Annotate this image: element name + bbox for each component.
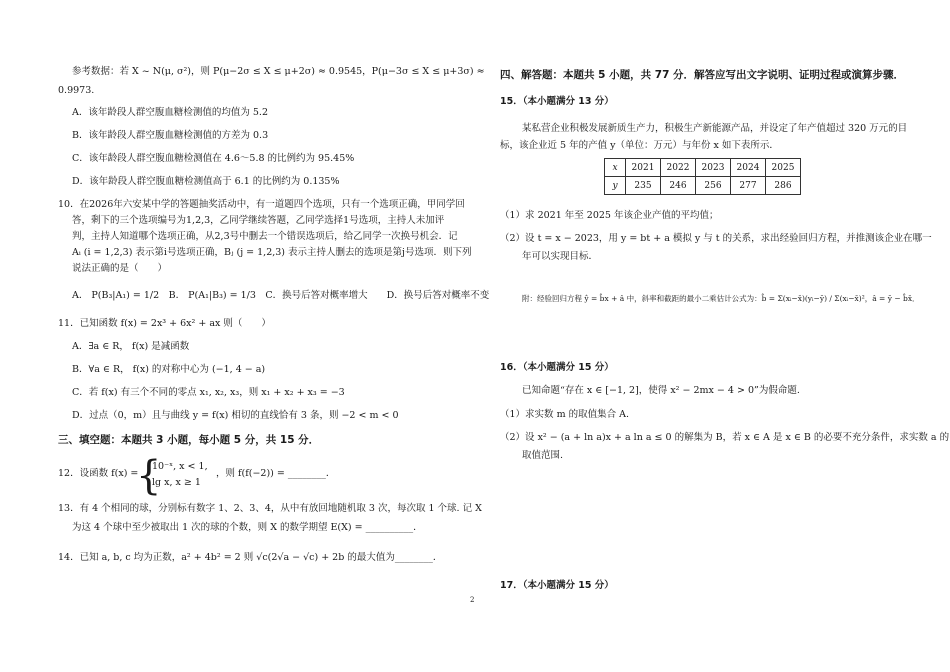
q10-line4: Aᵢ (i = 1,2,3) 表示第i号选项正确，Bⱼ (j = 1,2,3) 表示主持人删去的选项是第j号选项．则下列	[72, 247, 472, 258]
q16-part1: （1）求实数 m 的取值集合 A.	[500, 409, 629, 420]
q16-part2-line2: 取值范围.	[522, 450, 564, 461]
table-cell: 2022	[661, 159, 696, 177]
table-row-y	[605, 177, 801, 195]
table-cell: 235	[626, 177, 661, 195]
q9-option-c: C．该年龄段人群空腹血糖检测值在 4.6～5.8 的比例约为 95.45%	[72, 153, 355, 164]
reference-data-cont: 0.9973.	[58, 85, 95, 96]
q10-line2: 答，剩下的三个选项编号为1,2,3，乙同学继续答题，乙同学选择1号选项，主持人未加评	[72, 215, 445, 226]
table-cell: 2023	[696, 159, 731, 177]
q15-title: 15．（本小题满分 13 分）	[500, 96, 614, 107]
table-cell: 246	[661, 177, 696, 195]
q11-option-c: C．若 f(x) 有三个不同的零点 x₁, x₂, x₃，则 x₁ + x₂ + x₃ = −3	[72, 387, 345, 398]
section4-heading: 四、解答题：本题共 5 小题，共 77 分．解答应写出文字说明、证明过程或演算步骤．	[500, 69, 905, 81]
q11-stem: 11．已知函数 f(x) = 2x³ + 6x² + ax 则（ ）	[58, 318, 271, 329]
table-cell: 2024	[731, 159, 766, 177]
q15-part2-line2: 年可以实现目标．	[522, 251, 599, 262]
q12-case1: 10⁻ˣ, x < 1,	[152, 461, 208, 472]
q15-line1: 某私营企业积极发展新质生产力，积极生产新能源产品，并设定了年产值超过 320 万元的目	[522, 123, 908, 134]
q15-part1: （1）求 2021 年至 2025 年该企业产值的平均值；	[500, 210, 719, 221]
q17-title: 17．（本小题满分 15 分）	[500, 580, 614, 591]
q12-case2: lg x, x ≥ 1	[152, 477, 201, 488]
table-row-x	[605, 159, 801, 177]
q16-part2-line1: （2）设 x² − (a + ln a)x + a ln a ≤ 0 的解集为 B，若 x ∈ A 是 x ∈ B 的必要不充分条件，求实数 a 的	[500, 432, 950, 443]
q9-option-b: B．该年龄段人群空腹血糖检测值的方差为 0.3	[72, 130, 269, 141]
q10-line5: 说法正确的是（ ）	[72, 263, 168, 274]
page-number: 2	[470, 596, 475, 604]
q15-formula-note: 附：经验回归方程 ŷ = b̂x + â 中，斜率和截距的最小二乘估计公式为：b̂ = Σ(xᵢ−x̄)(yᵢ−ȳ) / Σ(xᵢ−x̄)²，â = ȳ − b̂x̄．	[522, 294, 920, 303]
q15-line2: 标，该企业近 5 年的产值 y（单位：万元）与年份 x 如下表所示．	[500, 140, 779, 151]
table-cell: 2025	[766, 159, 801, 177]
q12-suffix: ，则 f(f(−2)) = ________．	[216, 468, 336, 479]
q11-option-b: B．∀a ∈ R， f(x) 的对称中心为 (−1, 4 − a)	[72, 364, 266, 375]
q16-title: 16．（本小题满分 15 分）	[500, 362, 614, 373]
q14: 14．已知 a, b, c 均为正数，a² + 4b² = 2 则 √c(2√a − √c) + 2b 的最大值为________．	[58, 552, 443, 563]
q13-line1: 13．有 4 个相同的球，分别标有数字 1、2、3、4，从中有放回地随机取 3 次，每次取 1 个球. 记 X	[58, 503, 482, 514]
q16-line1: 已知命题“存在 x ∈ [−1, 2]，使得 x² − 2mx − 4 > 0”为假命题.	[522, 385, 800, 396]
q12-prefix: 12．设函数 f(x) =	[58, 468, 139, 479]
table-header-y: y	[605, 177, 626, 195]
table-cell: 2021	[626, 159, 661, 177]
q15-part2-line1: （2）设 t = x − 2023，用 y = bt + a 模拟 y 与 t 的关系，求出经验回归方程，并推测该企业在哪一	[500, 233, 932, 244]
q10-line3: 判，主持人知道哪个选项正确，从2,3号中删去一个错误选项后，给乙同学一次换号机会．记	[72, 231, 458, 242]
q13-line2: 为这 4 个球中至少被取出 1 次的球的个数，则 X 的数学期望 E(X) = __________．	[72, 522, 423, 533]
q9-option-d: D．该年龄段人群空腹血糖检测值高于 6.1 的比例约为 0.135%	[72, 176, 340, 187]
q9-option-a: A．该年龄段人群空腹血糖检测值的均值为 5.2	[72, 107, 268, 118]
q10-options: A． P(B₃|A₁) = 1/2 B． P(A₁|B₃) = 1/3 C．换号后答对概率增大 D．换号后答对概率不变	[72, 290, 490, 301]
reference-data: 参考数据：若 X ~ N(μ, σ²)，则 P(μ−2σ ≤ X ≤ μ+2σ) ≈ 0.9545，P(μ−3σ ≤ X ≤ μ+3σ) ≈	[72, 66, 485, 77]
table-cell: 256	[696, 177, 731, 195]
q10-line1: 10．在2026年六安某中学的答题抽奖活动中，有一道题四个选项，只有一个选项正确，甲同学回	[58, 199, 465, 210]
q11-option-a: A．∃a ∈ R， f(x) 是减函数	[72, 341, 190, 352]
q15-data-table	[604, 158, 801, 195]
table-header-x: x	[605, 159, 626, 177]
table-cell: 277	[731, 177, 766, 195]
q12-brace: {	[136, 453, 162, 499]
table-cell: 286	[766, 177, 801, 195]
section3-heading: 三、填空题：本题共 3 小题，每小题 5 分，共 15 分．	[58, 434, 320, 446]
q11-option-d: D．过点（0，m）且与曲线 y = f(x) 相切的直线恰有 3 条，则 −2 < m < 0	[72, 410, 399, 421]
